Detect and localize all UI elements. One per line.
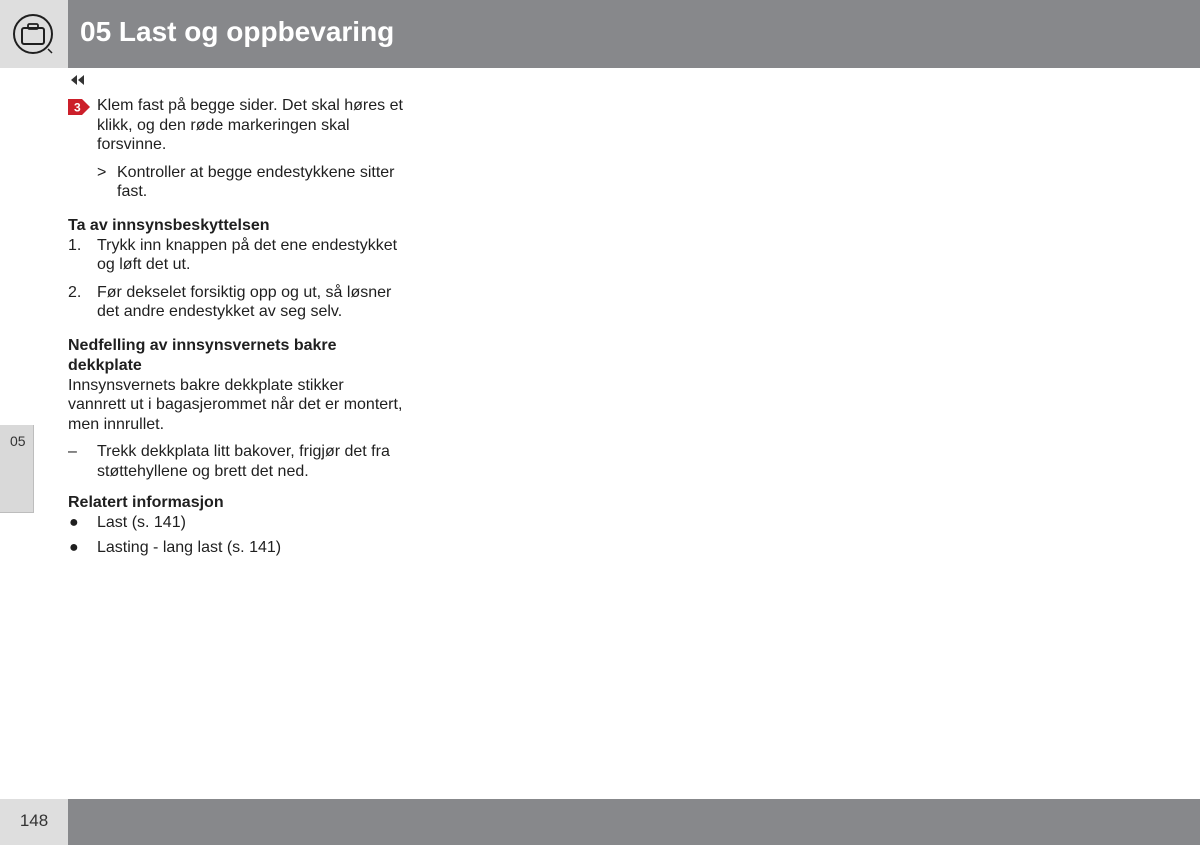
page-number: 148 [19, 811, 49, 830]
page-number-box [0, 799, 68, 845]
double-chevron-left-icon [69, 73, 87, 87]
chapter-icon-box [0, 0, 68, 68]
list-marker: 1. [68, 236, 82, 254]
bullet-icon: ● [69, 514, 79, 531]
page-content [68, 96, 403, 557]
dash-item-text: Trekk dekkplata litt bakover, frigjør det fra støttehyllene og brett det ned. [97, 443, 390, 480]
footer-bar [68, 799, 1200, 845]
step-badge-number: 3 [74, 100, 81, 115]
list-item-text: Trykk inn knappen på det ene endestykket og løft det ut. [97, 236, 398, 273]
bullet-icon: ● [69, 538, 79, 556]
related-link-text[interactable]: Lasting - lang last (s. 141) [97, 538, 282, 556]
side-tab-label: 05 [10, 433, 26, 449]
chapter-title: 05 Last og oppbevaring [80, 16, 395, 47]
related-link-item[interactable] [68, 513, 403, 533]
dash-list-item [68, 442, 403, 481]
step-3-text: Klem fast på begge sider. Det skal høres et klikk, og den røde markeringen skal forsvinne. [97, 97, 403, 153]
section-fold [68, 336, 403, 482]
list-marker: 2. [68, 283, 82, 301]
fold-paragraph: Innsynsvernets bakre dekkplate stikker vannrett ut i bagasjerommet når det er montert, men innrullet. [68, 376, 403, 433]
list-item [68, 236, 403, 275]
related-link-text[interactable]: Last (s. 141) [97, 514, 186, 531]
luggage-icon [12, 13, 56, 55]
result-text: Kontroller at begge endestykkene sitter fast. [117, 163, 395, 200]
related-link-item[interactable] [68, 538, 403, 558]
section-heading-remove: Ta av innsynsbeskyttelsen [68, 216, 270, 234]
section-heading-fold: Nedfelling av innsynsvernets bakre dekkplate [68, 336, 337, 374]
step-3-result [68, 163, 403, 202]
list-item-text: Før dekselet forsiktig opp og ut, så løsner det andre endestykket av seg selv. [97, 283, 392, 320]
chapter-side-tab [0, 425, 34, 513]
section-heading-related: Relatert informasjon [68, 494, 224, 511]
dash-marker: – [68, 443, 77, 460]
step-3 [68, 96, 403, 155]
section-remove [68, 216, 403, 322]
list-item [68, 283, 403, 322]
step-number-badge [68, 99, 90, 115]
section-related [68, 493, 403, 557]
result-marker: > [97, 163, 107, 181]
